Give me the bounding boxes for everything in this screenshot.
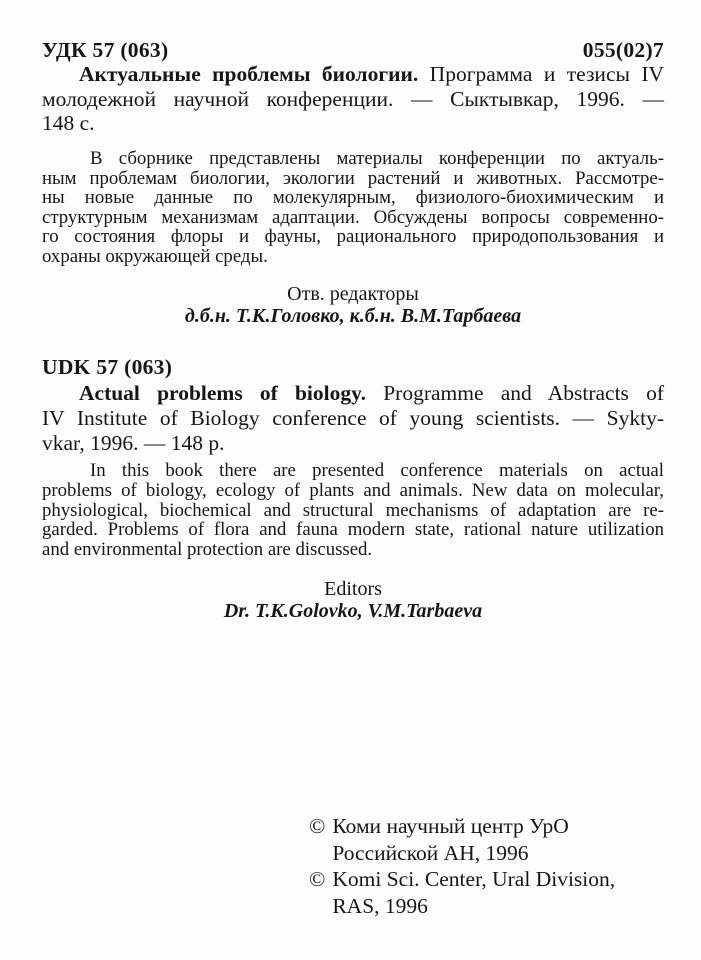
abstract-ru — [42, 149, 664, 267]
abstract-ru-line: ны новые данные по молекулярным, физиолого-биохимическим и — [42, 187, 664, 209]
abstract-ru-line: В сборнике представлены материалы конференции по актуаль- — [90, 148, 664, 169]
abstract-ru-line: го состояния флоры и фауны, рационального природопользования и — [42, 226, 664, 248]
copyright-symbol: © — [309, 814, 326, 838]
abstract-en-line: physiological, biochemical and structural mechanisms of adaptation are re- — [42, 499, 664, 521]
citation-ru-line1 — [42, 62, 664, 87]
publication-code: 055(02)7 — [582, 38, 664, 62]
udk-header-en — [42, 355, 664, 380]
citation-ru-line2: молодежной научной конференции. — Сыктывкар, 1996. — — [42, 86, 664, 111]
abstract-en-line: garded. Problems of flora and fauna modern state, rational nature utilization — [42, 519, 664, 541]
editors-en-names: Dr. T.K.Golovko, V.M.Tarbaeva — [223, 599, 483, 622]
abstract-ru-line: охраны окружающей среды. — [42, 245, 268, 267]
copyright-line: Российской АН, 1996 — [332, 840, 529, 865]
copyright-line: Коми научный центр УрО — [332, 814, 569, 838]
citation-en-line1 — [42, 381, 664, 406]
copyright-entry — [309, 813, 615, 866]
abstract-en-line: problems of biology, ecology of plants and animals. New data on molecular, — [42, 479, 664, 501]
udk-number-en: UDK 57 (063) — [42, 355, 173, 379]
abstract-ru-line: структурным механизмам адаптации. Обсуждены вопросы современно- — [42, 206, 664, 228]
abstract-en — [42, 461, 664, 560]
copyright-line: Komi Sci. Center, Ural Division, — [332, 867, 616, 891]
citation-ru-title: Актуальные проблемы биологии. — [79, 62, 419, 86]
citation-ru-line3: 148 с. — [42, 111, 95, 135]
copyright-symbol: © — [309, 867, 326, 891]
citation-en-line3: vkar, 1996. — 148 p. — [42, 430, 225, 455]
copyright-block — [309, 813, 615, 919]
editors-en-label: Editors — [324, 578, 382, 600]
editors-ru — [42, 284, 664, 327]
editors-en — [42, 579, 664, 622]
citation-en-title: Actual problems of biology. — [79, 381, 367, 405]
citation-en-line1-rest: Programme and Abstracts of — [383, 381, 665, 405]
editors-ru-names: д.б.н. Т.К.Головко, к.б.н. В.М.Тарбаева — [184, 304, 522, 327]
copyright-text — [332, 866, 615, 919]
copyright-entry — [309, 866, 615, 919]
copyright-text — [332, 813, 615, 866]
udk-number-ru: УДК 57 (063) — [42, 38, 169, 62]
abstract-ru-line: ным проблемам биологии, экологии растений и животных. Рассмотре- — [42, 167, 664, 189]
abstract-en-line: In this book there are presented conference materials on actual — [90, 460, 664, 481]
udk-header-ru — [42, 38, 664, 63]
citation-en-line2: IV Institute of Biology conference of young scientists. — Sykty- — [42, 405, 664, 430]
editors-ru-label: Отв. редакторы — [287, 283, 419, 305]
citation-ru — [42, 62, 664, 136]
copyright-line: RAS, 1996 — [332, 893, 428, 918]
citation-en — [42, 381, 664, 455]
citation-ru-line1-rest: Программа и тезисы IV — [429, 62, 665, 86]
abstract-en-line: and environmental protection are discussed. — [42, 539, 373, 561]
